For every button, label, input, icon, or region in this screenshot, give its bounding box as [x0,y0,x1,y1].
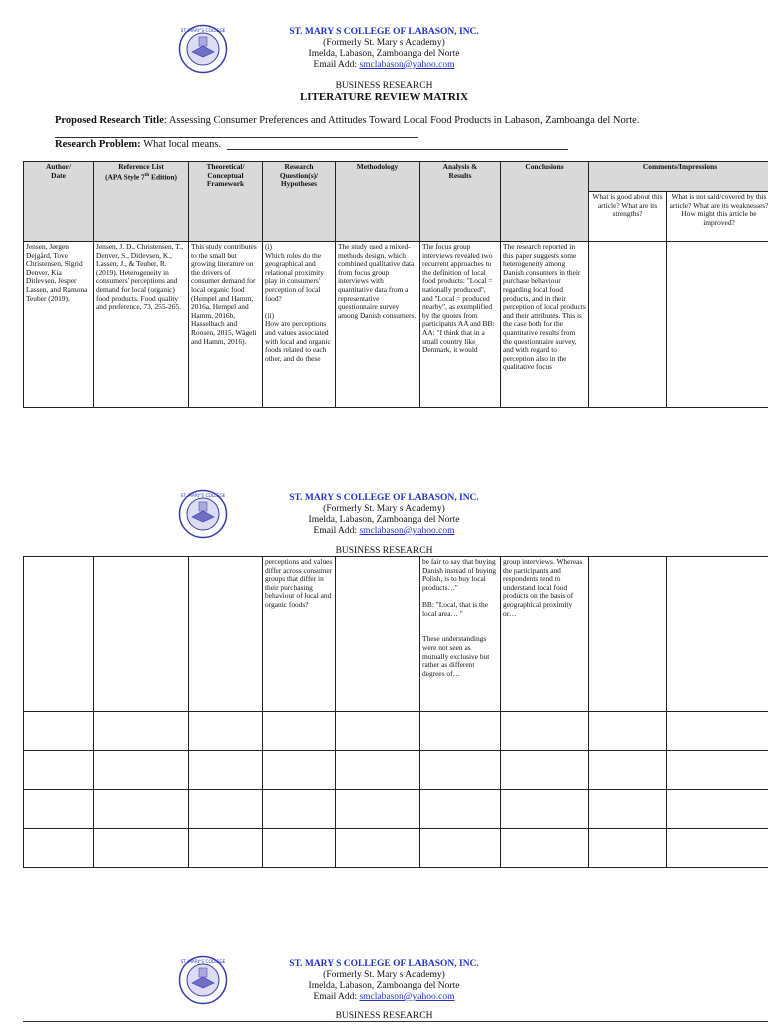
school-email-line [200,60,568,71]
letterhead [200,27,568,71]
empty-cell[interactable] [24,712,94,751]
research-problem-line [55,139,221,150]
cell-framework: This study contributes to the small but growing literature on the drivers of consumer demand for local organic food (Hempel and Hamm, 2016a, Hempel and Hamm, 2016b, Hasselbach and Roosen, 2015, Wägeli and Hamm, 2016). [189,242,263,408]
header-reference-post: Edition) [149,172,177,182]
empty-cell[interactable] [336,712,420,751]
letterhead [200,493,568,537]
table-top-border-p3 [23,1021,768,1022]
seal-text: ST. MARY'S COLLEGE [180,960,226,965]
empty-cell[interactable] [263,829,336,868]
cell-author: Jensen, Jørgen Dejgård, Tove Christensen, Sigrid Denver, Kia Ditlevsen, Jesper Lassen, and Ramona Teuber (2019). [24,242,94,408]
cell-framework[interactable] [189,557,263,712]
table-row [24,829,768,868]
empty-cell[interactable] [667,751,768,790]
empty-cell[interactable] [501,829,589,868]
school-email-line [200,526,568,537]
cell-strengths[interactable] [589,557,667,712]
empty-cell[interactable] [189,751,263,790]
empty-cell[interactable] [589,751,667,790]
cell-conclusions: The research reported in this paper suggests some heterogeneity among Danish consumers in their purchase behaviour regarding local food products, and in their perception of local products and their attributes. This is the case both for the quantitative results from the questionnaire survey, and with regard to perception also in the qualitative focus [501,242,589,408]
school-formerly: (Formerly St. Mary s Academy) [323,970,445,980]
email-label: Email Add: [313,60,360,70]
proposed-title-value: : Assessing Consumer Preferences and Attitudes Toward Local Food Products in Labason, Zamboanga del Norte. [163,115,640,126]
empty-cell[interactable] [589,790,667,829]
empty-cell[interactable] [189,712,263,751]
empty-cell[interactable] [94,712,189,751]
table-row [24,712,768,751]
email-label: Email Add: [313,992,360,1002]
empty-cell[interactable] [420,829,501,868]
header-methodology: Methodology [336,162,420,242]
research-problem-underline [227,149,568,150]
research-problem-value: What local means. [143,139,222,150]
header-conclusions: Conclusions [501,162,589,242]
subheader-strengths: What is good about this article? What are its strengths? [589,192,667,242]
school-name: ST. MARY S COLLEGE OF LABASON, INC. [289,493,479,503]
empty-cell[interactable] [189,790,263,829]
table-row [24,790,768,829]
school-formerly: (Formerly St. Mary s Academy) [323,38,445,48]
email-label: Email Add: [313,526,360,536]
empty-cell[interactable] [420,751,501,790]
cell-research-question: perceptions and values differ across consumer groups that differ in their purchasing behaviour of local and organic foods? [263,557,336,712]
letterhead [200,959,568,1003]
cell-weaknesses[interactable] [667,242,768,408]
school-address: Imelda, Labason, Zamboanga del Norte [308,981,460,991]
empty-cell[interactable] [420,712,501,751]
seal-text: ST. MARY'S COLLEGE [180,29,226,34]
empty-cell[interactable] [589,829,667,868]
empty-cell[interactable] [501,790,589,829]
proposed-title-line [55,115,639,126]
empty-cell[interactable] [589,712,667,751]
school-address: Imelda, Labason, Zamboanga del Norte [308,515,460,525]
empty-cell[interactable] [501,712,589,751]
header-comments-impressions: Comments/Impressions [589,162,768,192]
cell-weaknesses[interactable] [667,557,768,712]
cell-reference: Jensen, J. D., Christensen, T., Denver, S., Ditlevsen, K., Lassen, J., & Teuber, R. (2019). Heterogeneity in consumers' perceptions and demand for local (organic) food products. Food quality and preference, 73, 255-265. [94,242,189,408]
literature-matrix-table-p2 [23,556,768,868]
table-row [24,751,768,790]
subheader-weaknesses: What is not said/covered by this article? What are its weaknesses? How might this article be improved? [667,192,768,242]
header-reference-list [94,162,189,242]
header-reference-sup: th [144,172,150,178]
empty-cell[interactable] [24,751,94,790]
empty-cell[interactable] [336,790,420,829]
email-link[interactable]: smclabason@yahoo.com [359,60,455,70]
school-name: ST. MARY S COLLEGE OF LABASON, INC. [289,959,479,969]
header-analysis-results: Analysis & Results [420,162,501,242]
email-link[interactable]: smclabason@yahoo.com [359,526,455,536]
school-name: ST. MARY S COLLEGE OF LABASON, INC. [289,27,479,37]
proposed-title-label: Proposed Research Title [55,115,164,126]
seal-text: ST. MARY'S COLLEGE [180,494,226,499]
header-author-date: Author/ Date [24,162,94,242]
document-title: LITERATURE REVIEW MATRIX [299,91,469,103]
cell-strengths[interactable] [589,242,667,408]
cell-author[interactable] [24,557,94,712]
school-address: Imelda, Labason, Zamboanga del Norte [308,49,460,59]
cell-methodology: The study used a mixed-methods design, which combined qualitative data from focus group interviews with quantitative data from a representative questionnaire survey among Danish consumers. [336,242,420,408]
email-link[interactable]: smclabason@yahoo.com [359,992,455,1002]
header-framework: Theoretical/ Conceptual Framework [189,162,263,242]
literature-matrix-table-p1 [23,161,768,408]
cell-analysis: be fair to say that buying Danish instead of buying Polish, is to buy local products…" BB: "Local, that is the local area… " These understandings were not seen as mutually exclusive but rather as different degrees of… [420,557,501,712]
proposed-title-underline [55,137,418,138]
empty-cell[interactable] [24,829,94,868]
empty-cell[interactable] [336,751,420,790]
empty-cell[interactable] [263,790,336,829]
cell-methodology[interactable] [336,557,420,712]
empty-cell[interactable] [501,751,589,790]
empty-cell[interactable] [24,790,94,829]
empty-cell[interactable] [420,790,501,829]
empty-cell[interactable] [667,829,768,868]
subject-heading: BUSINESS RESEARCH [335,1011,433,1021]
empty-cell[interactable] [263,712,336,751]
school-email-line [200,992,568,1003]
empty-cell[interactable] [336,829,420,868]
empty-cell[interactable] [94,790,189,829]
empty-cell[interactable] [667,712,768,751]
empty-cell[interactable] [263,751,336,790]
empty-cell[interactable] [667,790,768,829]
cell-research-question: (i) Which roles do the geographical and relational proximity play in consumers' perception of local food? (ii) How are perceptions and values associated with local and organic foods related to each other, and do these [263,242,336,408]
school-formerly: (Formerly St. Mary s Academy) [323,504,445,514]
research-problem-label: Research Problem: [55,139,144,150]
empty-cell[interactable] [189,829,263,868]
empty-cell[interactable] [94,829,189,868]
cell-reference[interactable] [94,557,189,712]
subject-heading: BUSINESS RESEARCH [335,81,433,91]
empty-cell[interactable] [94,751,189,790]
header-reference-pre: Reference List (APA Style 7 [105,162,164,182]
cell-conclusions: group interviews. Whereas the participants and respondents tend to understand local food products on the basis of geographical proximity or… [501,557,589,712]
header-research-question: Research Question(s)/ Hypotheses [263,162,336,242]
cell-analysis: The focus group interviews revealed two recurrent approaches to the definition of local food products: "Local = nationally produced", and "Local = produced nearby", as exemplified by the quotes from participants AA and BB: AA: "I think that in a small country like Denmark, it would [420,242,501,408]
subject-heading: BUSINESS RESEARCH [335,546,433,556]
